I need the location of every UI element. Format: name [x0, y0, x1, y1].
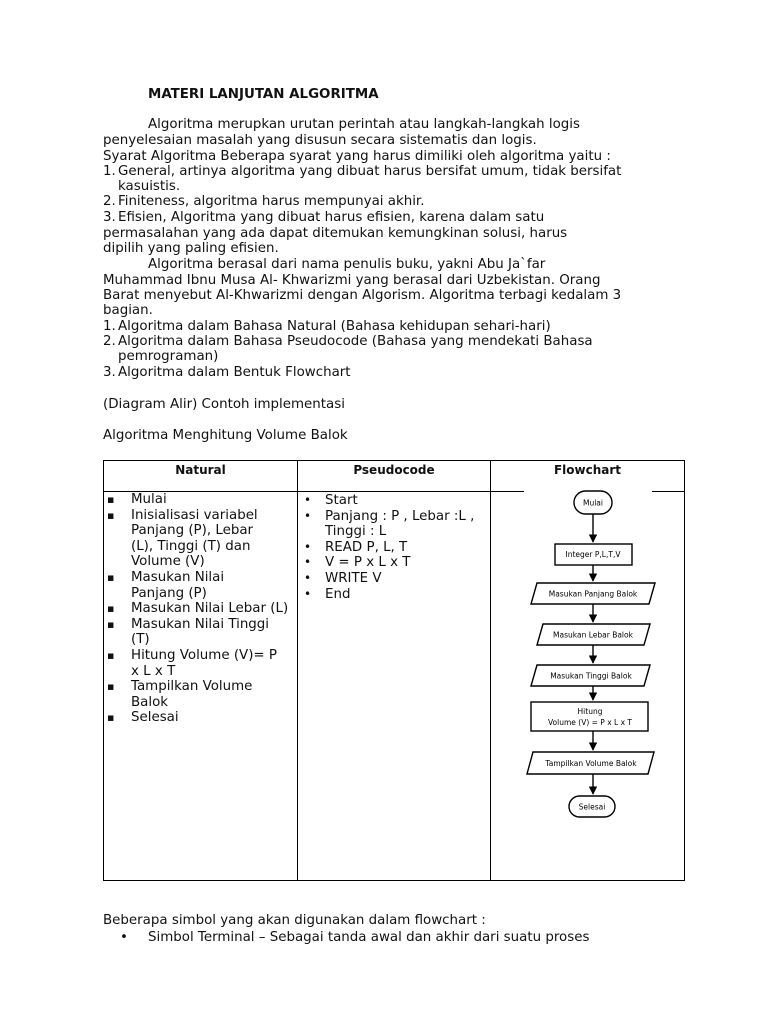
simbol-intro: Beberapa simbol yang akan digunakan dalam flowchart :	[103, 913, 486, 928]
list-item: • Panjang : P , Lebar :L , Tinggi : L	[304, 508, 475, 540]
flowchart-start-label: Mulai	[583, 498, 603, 508]
list-text: Masukan Nilai Tinggi (T)	[131, 616, 270, 648]
list-text: Inisialisasi variabel Panjang (P), Lebar (L), Tinggi (T) dan Volume (V)	[131, 507, 258, 570]
natural-cell	[104, 492, 297, 726]
list-item: ▪ Selesai	[107, 710, 179, 726]
list-text: Tampilkan Volume Balok	[131, 679, 253, 710]
bagian-item-3	[103, 365, 351, 381]
list-text: Hitung Volume (V)= P x L x T	[131, 647, 277, 679]
syarat-item-1-cont: kasuistis.	[118, 179, 181, 194]
flowchart-output-label: Tampilkan Volume Balok	[545, 759, 637, 768]
flowchart-hitung-label: Hitung	[577, 707, 603, 716]
para1-line2: penyelesaian masalah yang disusun secara sistematis dan logis.	[103, 133, 537, 148]
simbol-item	[120, 930, 589, 946]
list-text: Selesai	[131, 710, 179, 726]
list-number: 3.	[103, 365, 116, 380]
syarat-item-2	[103, 194, 424, 210]
document-title: MATERI LANJUTAN ALGORITMA	[148, 87, 379, 102]
list-text: Algoritma dalam Bahasa Natural (Bahasa kehidupan sehari-hari)	[118, 319, 551, 334]
bagian-item-2-cont: pemrograman)	[118, 349, 219, 364]
para2-line3: Barat menyebut Al-Khwarizmi dengan Algorism. Algoritma terbagi kedalam 3	[103, 288, 622, 303]
flowchart-init-label: Integer P,L,T,V	[565, 550, 621, 559]
flowchart-formula-label: Volume (V) = P x L x T	[547, 718, 633, 727]
list-item: • End	[304, 586, 351, 602]
list-item: ▪ Tampilkan Volume Balok	[107, 679, 253, 710]
list-number: 1.	[103, 319, 116, 334]
para1-line1: Algoritma merupkan urutan perintah atau langkah-langkah logis	[148, 117, 580, 132]
syarat-item-1	[103, 164, 621, 180]
diagram-alir-text: (Diagram Alir) Contoh implementasi	[103, 397, 345, 412]
syarat-3-cont-line2: dipilih yang paling efisien.	[103, 241, 279, 256]
natural-list	[104, 492, 297, 726]
flowchart-input-tinggi-label: Masukan Tinggi Balok	[550, 671, 632, 681]
flowchart-end-label: Selesai	[578, 802, 606, 812]
bagian-item-2	[103, 334, 593, 350]
list-text: READ P, L, T	[325, 539, 408, 555]
list-text: Algoritma dalam Bahasa Pseudocode (Bahasa yang mendekati Bahasa	[118, 334, 593, 349]
contoh-title: Algoritma Menghitung Volume Balok	[103, 428, 348, 443]
list-text: End	[325, 586, 351, 602]
list-item: ▪ Hitung Volume (V)= P x L x T	[107, 647, 277, 679]
pseudocode-list	[298, 493, 488, 602]
syarat-intro: Syarat Algoritma Beberapa syarat yang harus dimiliki oleh algoritma yaitu :	[103, 149, 611, 164]
bagian-item-1	[103, 319, 551, 335]
list-text: V = P x L x T	[325, 555, 411, 571]
flowchart-input-panjang-label: Masukan Panjang Balok	[548, 589, 638, 599]
list-text: Simbol Terminal – Sebagai tanda awal dan akhir dari suatu proses	[148, 930, 590, 945]
list-text: Algoritma dalam Bentuk Flowchart	[118, 365, 351, 380]
list-number: 3.	[103, 210, 116, 225]
list-item: • READ P, L, T	[304, 539, 408, 555]
list-item: • Start	[304, 493, 358, 508]
pseudocode-cell	[298, 493, 488, 602]
para2-line2: Muhammad Ibnu Musa Al- Khwarizmi yang berasal dari Uzbekistan. Orang	[103, 273, 601, 288]
algorithm-table	[103, 460, 685, 881]
list-number: 2.	[103, 194, 116, 209]
list-number: 2.	[103, 334, 116, 349]
list-item: • V = P x L x T	[304, 555, 411, 571]
list-item: ▪ Mulai	[107, 492, 167, 507]
syarat-3-cont-line1: permasalahan yang ada dapat ditemukan kemungkinan solusi, harus	[103, 226, 568, 241]
header-flowchart: Flowchart	[553, 463, 622, 477]
para2-line4: bagian.	[103, 303, 153, 318]
list-item: ▪ Masukan Nilai Panjang (P)	[107, 569, 225, 601]
list-item: ▪ Masukan Nilai Lebar (L)	[107, 601, 289, 617]
syarat-item-3	[103, 210, 544, 226]
flowchart-diagram	[491, 481, 685, 821]
para2-line1: Algoritma berasal dari nama penulis buku, yakni Abu Ja`far	[148, 257, 546, 272]
list-text: Masukan Nilai Panjang (P)	[131, 569, 225, 601]
list-text: WRITE V	[325, 570, 382, 586]
list-number: 1.	[103, 164, 116, 179]
list-text: Efisien, Algoritma yang dibuat harus efisien, karena dalam satu	[118, 210, 545, 225]
list-text: Start	[325, 493, 358, 508]
list-text: Panjang : P , Lebar :L , Tinggi : L	[325, 508, 475, 540]
header-pseudocode: Pseudocode	[353, 463, 435, 477]
header-natural: Natural	[175, 463, 226, 477]
flowchart-input-lebar-label: Masukan Lebar Balok	[553, 630, 633, 640]
list-item: • WRITE V	[304, 570, 382, 586]
list-text: General, artinya algoritma yang dibuat harus bersifat umum, tidak bersifat	[118, 164, 622, 179]
list-text: Finiteness, algoritma harus mempunyai akhir.	[118, 194, 425, 209]
bullet-icon: •	[120, 930, 128, 945]
list-item: ▪ Masukan Nilai Tinggi (T)	[107, 616, 270, 648]
list-item: ▪ Inisialisasi variabel Panjang (P), Lebar (L), Tinggi (T) dan Volume (V)	[107, 507, 258, 570]
list-text: Mulai	[131, 492, 167, 507]
list-text: Masukan Nilai Lebar (L)	[131, 601, 289, 617]
